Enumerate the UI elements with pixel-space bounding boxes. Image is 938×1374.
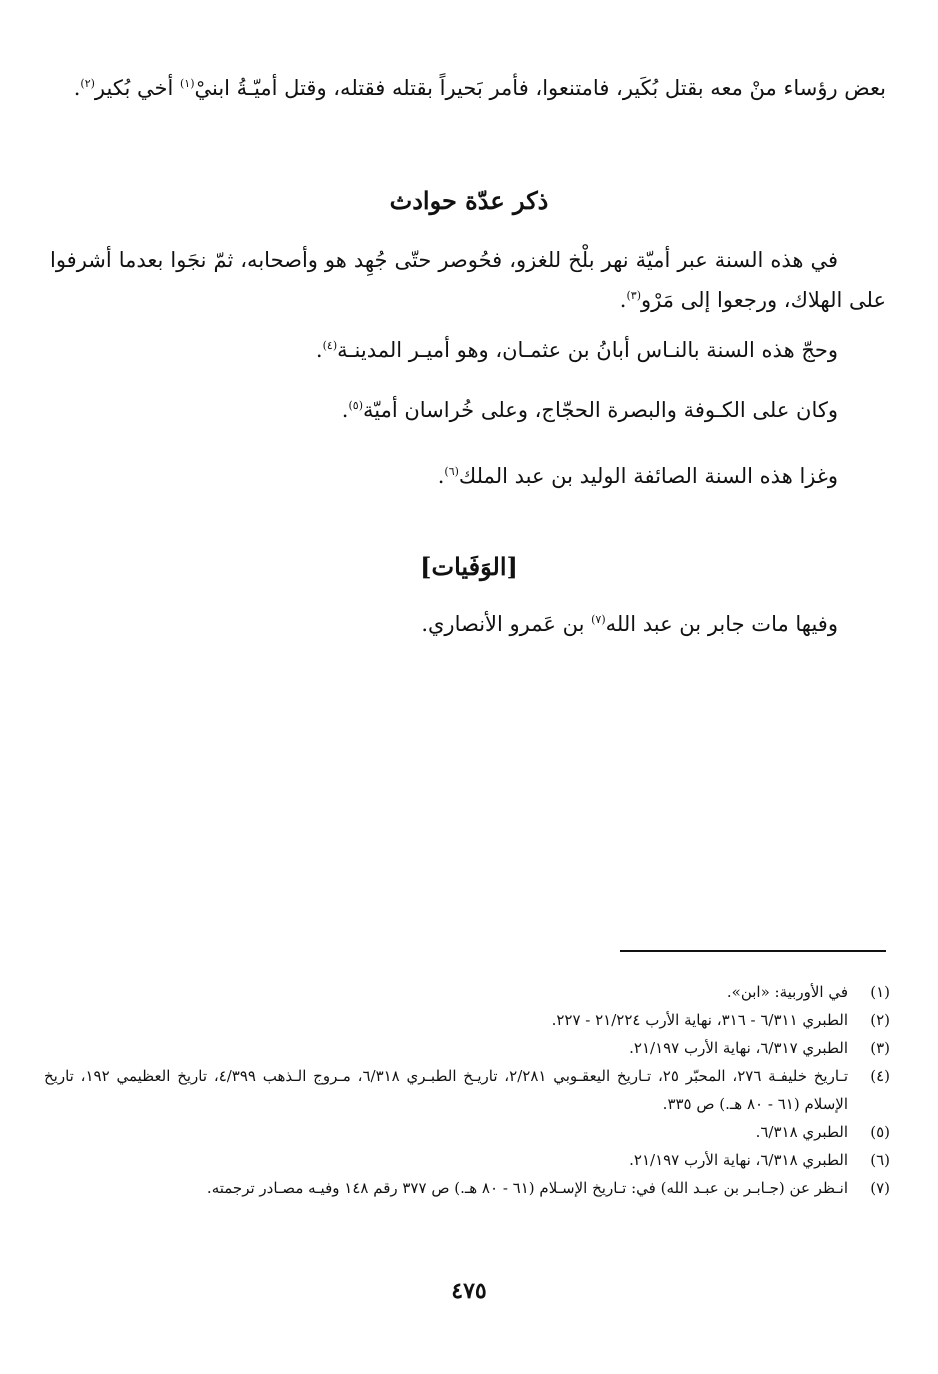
footnote-item xyxy=(44,1034,890,1062)
footnote-text: الطبري ٦/٣١٨، نهاية الأرب ٢١/١٩٧. xyxy=(629,1151,848,1169)
footnote-text: الطبري ٦/٣١٧، نهاية الأرب ٢١/١٩٧. xyxy=(629,1039,848,1057)
footnote-item xyxy=(44,1062,890,1118)
footnote-item xyxy=(44,1118,890,1146)
footnote-number: (٢) xyxy=(870,1011,890,1029)
footnote-item xyxy=(44,1174,890,1202)
section-heading-events: ذكر عدّة حوادث xyxy=(389,186,549,215)
page-number: ٤٧٥ xyxy=(451,1278,487,1304)
continuation-paragraph: بعض رؤساء منْ معه بقتل بُكَير، فامتنعوا، فأمر بَحيراً بقتله فقتله، وقتل أميّـةُ ابنيْ$^{(١)}$ أخي بُكير$^{(٢)}$. xyxy=(73,76,886,100)
paragraph-text: بن عَمرو الأنصاري xyxy=(428,612,592,636)
hajj-paragraph: وحجّ هذه السنة بالنـاس أبانُ بن عثمـان، وهو أميـر المدينـة$^{(٤)}$. xyxy=(315,338,838,362)
governors-paragraph: وكان على الكـوفة والبصرة الحجّاج، وعلى خُراسان أميّة$^{(٥)}$. xyxy=(341,398,838,422)
paragraph-text: وفيها مات جابر بن عبد الله xyxy=(605,612,838,636)
deaths-paragraph: وفيها مات جابر بن عبد الله$^{(٧)}$ بن عَمرو الأنصاري. xyxy=(421,612,838,636)
paragraph-text: في هذه السنة عبر أميّة نهر بلْخ للغزو، فحُوصر حتّى جُهِد هو وأصحابه، ثمّ نجَوا بعدما أشرفوا على الهلاك، ورجعوا إلى مَرْو xyxy=(50,248,886,312)
footnote-item xyxy=(44,1146,890,1174)
footnote-text: انـظر عن (جـابـر بن عبـد الله) في: تـاريخ الإسـلام (٦١ - ٨٠ هـ.) ص ٣٧٧ رقم ١٤٨ وفيـه مصـادر ترجمته. xyxy=(206,1179,848,1197)
paragraph-text: وكان على الكـوفة والبصرة الحجّاج، وعلى خُراسان أميّة xyxy=(362,398,838,422)
footnote-ref-3[interactable]: (٣) xyxy=(626,289,641,302)
footnote-text: الطبري ٦/٣١٨. xyxy=(755,1123,848,1141)
paragraph-text: بعض رؤساء منْ معه بقتل بُكَير، فامتنعوا، فأمر بَحيراً بقتله فقتله، وقتل أميّـةُ ابنيْ xyxy=(194,76,886,100)
footnote-text: الطبري ٦/٣١١ - ٣١٦، نهاية الأرب ٢١/٢٢٤ - ٢٢٧. xyxy=(551,1011,848,1029)
footnote-item xyxy=(44,1006,890,1034)
footnote-text: تـاريخ خليفـة ٢٧٦، المحبّر ٢٥، تـاريخ اليعقـوبي ٢/٢٨١، تاريـخ الطبـري ٦/٣١٨، مـروج الـذهب ٤/٣٩٩، تاريخ العظيمي ١٩٢، تاريخ الإسلام (٦١ - ٨٠ هـ.) ص ٣٣٥. xyxy=(44,1067,848,1113)
footnote-ref-5[interactable]: (٥) xyxy=(348,399,363,412)
footnote-text: في الأوربية: «ابن». xyxy=(726,983,848,1001)
footnote-number: (٧) xyxy=(870,1179,890,1197)
footnote-number: (٣) xyxy=(870,1039,890,1057)
footnote-item xyxy=(44,978,890,1006)
footnote-number: (١) xyxy=(870,983,890,1001)
footnotes xyxy=(44,978,890,1202)
footnote-separator xyxy=(620,950,886,952)
events-paragraph: في هذه السنة عبر أميّة نهر بلْخ للغزو، فحُوصر حتّى جُهِد هو وأصحابه، ثمّ نجَوا بعدما أشرفوا على الهلاك، ورجعوا إلى مَرْو$^{(٣)}$. xyxy=(50,248,886,312)
footnote-number: (٥) xyxy=(870,1123,890,1141)
footnote-ref-7[interactable]: (٧) xyxy=(591,613,606,626)
footnote-number: (٦) xyxy=(870,1151,890,1169)
footnote-ref-2[interactable]: (٢) xyxy=(80,77,95,90)
raid-paragraph: وغزا هذه السنة الصائفة الوليد بن عبد الملك$^{(٦)}$. xyxy=(437,464,838,488)
section-heading-deaths: [الوَفَيات] xyxy=(420,552,518,581)
footnote-number: (٤) xyxy=(870,1067,890,1085)
paragraph-text: أخي بُكير xyxy=(94,76,180,100)
paragraph-text: وحجّ هذه السنة بالنـاس أبانُ بن عثمـان، وهو أميـر المدينـة xyxy=(337,338,838,362)
paragraph-text: وغزا هذه السنة الصائفة الوليد بن عبد الملك xyxy=(458,464,838,488)
footnote-ref-1[interactable]: (١) xyxy=(179,77,195,90)
footnote-ref-6[interactable]: (٦) xyxy=(444,465,459,478)
footnote-ref-4[interactable]: (٤) xyxy=(322,339,338,352)
